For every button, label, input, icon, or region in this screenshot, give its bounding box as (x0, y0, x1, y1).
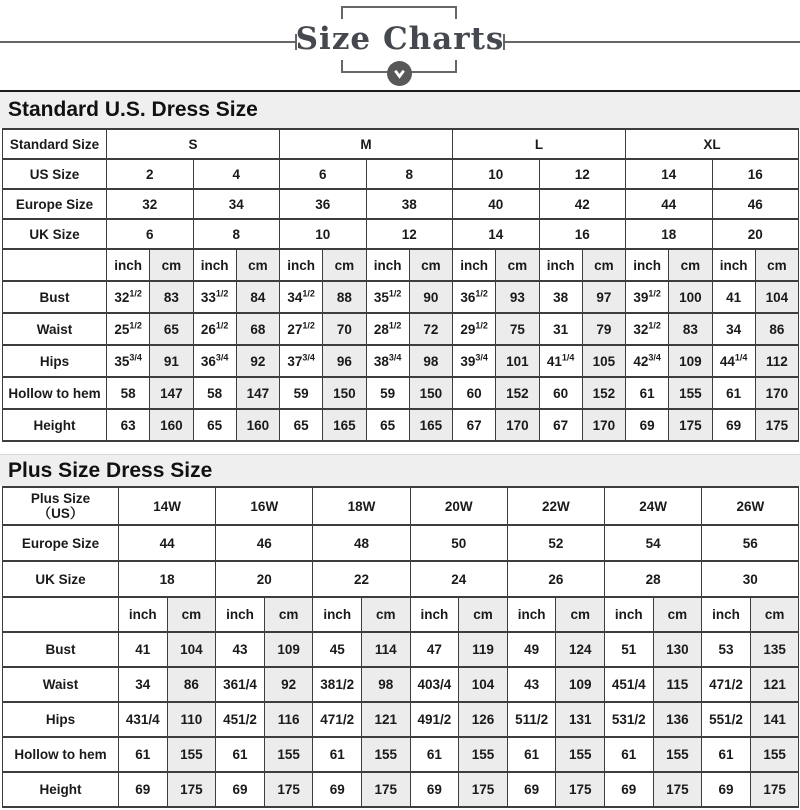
measure-row-hollow-to-hem (3, 737, 799, 772)
value-cell: 150 (323, 377, 366, 409)
value-cell: 61 (626, 377, 669, 409)
value-cell: 51 (605, 632, 654, 667)
unit-cell: cm (409, 249, 452, 281)
row-label: Europe Size (3, 189, 107, 219)
masthead (0, 0, 800, 90)
row-label: Waist (3, 667, 119, 702)
value-cell: 175 (362, 772, 411, 807)
section-title-standard: Standard U.S. Dress Size (0, 90, 800, 128)
value-cell: 69 (410, 772, 459, 807)
row-label: Standard Size (3, 129, 107, 159)
value-cell: $32^{1/2}$ (626, 313, 669, 345)
unit-cell: cm (582, 249, 625, 281)
row-label: Hollow to hem (3, 737, 119, 772)
value-cell: 451/4 (605, 667, 654, 702)
value-cell: $38^{3/4}$ (366, 345, 409, 377)
value-cell: 60 (539, 377, 582, 409)
value-cell: 61 (702, 737, 751, 772)
value-cell: 136 (653, 702, 702, 737)
value-cell: 126 (459, 702, 508, 737)
size-group-cell: 20W (410, 487, 507, 525)
decor-bracket-top (341, 6, 457, 19)
value-cell: 38 (539, 281, 582, 313)
value-cell: 63 (107, 409, 150, 441)
size-cell: 56 (702, 525, 799, 561)
unit-cell: inch (626, 249, 669, 281)
size-group-cell: 16W (216, 487, 313, 525)
value-cell: 58 (193, 377, 236, 409)
value-cell: 65 (150, 313, 193, 345)
value-cell: 58 (107, 377, 150, 409)
unit-cell: cm (167, 597, 216, 632)
unit-cell: cm (264, 597, 313, 632)
value-cell: 152 (582, 377, 625, 409)
size-cell: 12 (366, 219, 453, 249)
size-group-row (3, 487, 799, 525)
value-cell: 59 (280, 377, 323, 409)
measure-row-hollow-to-hem (3, 377, 799, 409)
size-cell: 20 (712, 219, 799, 249)
value-cell: 155 (669, 377, 712, 409)
value-cell: 130 (653, 632, 702, 667)
value-cell: 119 (459, 632, 508, 667)
value-cell: $37^{3/4}$ (280, 345, 323, 377)
size-row-us-size (3, 159, 799, 189)
value-cell: 175 (755, 409, 798, 441)
size-cell: 38 (366, 189, 453, 219)
value-cell: 83 (669, 313, 712, 345)
row-label: UK Size (3, 561, 119, 597)
row-label: Height (3, 409, 107, 441)
value-cell: 72 (409, 313, 452, 345)
unit-row (3, 597, 799, 632)
measure-row-height (3, 772, 799, 807)
size-cell: 8 (366, 159, 453, 189)
value-cell: 92 (264, 667, 313, 702)
size-cell: 46 (712, 189, 799, 219)
unit-row (3, 249, 799, 281)
value-cell: 86 (167, 667, 216, 702)
value-cell: 431/4 (119, 702, 168, 737)
value-cell: 65 (280, 409, 323, 441)
value-cell: 110 (167, 702, 216, 737)
row-label-empty (3, 249, 107, 281)
unit-cell: cm (750, 597, 799, 632)
row-label: Plus Size （US） (3, 487, 119, 525)
size-cell: 46 (216, 525, 313, 561)
size-cell: 16 (712, 159, 799, 189)
value-cell: 91 (150, 345, 193, 377)
value-cell: $25^{1/2}$ (107, 313, 150, 345)
unit-cell: cm (236, 249, 279, 281)
value-cell: 84 (236, 281, 279, 313)
value-cell: 101 (496, 345, 539, 377)
measure-row-hips (3, 702, 799, 737)
value-cell: 112 (755, 345, 798, 377)
value-cell: 69 (626, 409, 669, 441)
value-cell: 98 (409, 345, 452, 377)
value-cell: 175 (750, 772, 799, 807)
size-cell: 36 (280, 189, 367, 219)
size-cell: 22 (313, 561, 410, 597)
measure-row-waist (3, 667, 799, 702)
value-cell: 109 (669, 345, 712, 377)
row-label: Waist (3, 313, 107, 345)
value-cell: $34^{1/2}$ (280, 281, 323, 313)
unit-cell: inch (193, 249, 236, 281)
value-cell: 60 (453, 377, 496, 409)
value-cell: 155 (750, 737, 799, 772)
unit-cell: cm (459, 597, 508, 632)
size-cell: 12 (539, 159, 626, 189)
value-cell: 96 (323, 345, 366, 377)
value-cell: 61 (712, 377, 755, 409)
size-group-row (3, 129, 799, 159)
size-cell: 10 (280, 219, 367, 249)
value-cell: 31 (539, 313, 582, 345)
size-group-cell: XL (626, 129, 799, 159)
value-cell: 69 (216, 772, 265, 807)
unit-cell: inch (107, 249, 150, 281)
value-cell: 65 (366, 409, 409, 441)
unit-cell: cm (653, 597, 702, 632)
size-group-cell: L (453, 129, 626, 159)
unit-cell: cm (323, 249, 366, 281)
value-cell: 116 (264, 702, 313, 737)
size-cell: 34 (193, 189, 280, 219)
size-cell: 44 (626, 189, 713, 219)
value-cell: 131 (556, 702, 605, 737)
unit-cell: inch (313, 597, 362, 632)
size-cell: 16 (539, 219, 626, 249)
size-cell: 30 (702, 561, 799, 597)
value-cell: 68 (236, 313, 279, 345)
measure-row-waist (3, 313, 799, 345)
value-cell: 92 (236, 345, 279, 377)
size-cell: 40 (453, 189, 540, 219)
value-cell: 83 (150, 281, 193, 313)
size-cell: 52 (507, 525, 604, 561)
unit-cell: inch (119, 597, 168, 632)
value-cell: 511/2 (507, 702, 556, 737)
row-label: Hips (3, 345, 107, 377)
value-cell: 69 (119, 772, 168, 807)
size-cell: 32 (107, 189, 194, 219)
value-cell: 45 (313, 632, 362, 667)
value-cell: 451/2 (216, 702, 265, 737)
size-cell: 14 (453, 219, 540, 249)
unit-cell: inch (366, 249, 409, 281)
unit-cell: cm (362, 597, 411, 632)
value-cell: 67 (539, 409, 582, 441)
value-cell: 88 (323, 281, 366, 313)
value-cell: 491/2 (410, 702, 459, 737)
value-cell: $36^{1/2}$ (453, 281, 496, 313)
size-group-cell: 14W (119, 487, 216, 525)
value-cell: 155 (459, 737, 508, 772)
value-cell: 114 (362, 632, 411, 667)
value-cell: $36^{3/4}$ (193, 345, 236, 377)
value-cell: 43 (216, 632, 265, 667)
unit-cell: inch (453, 249, 496, 281)
size-cell: 8 (193, 219, 280, 249)
value-cell: 531/2 (605, 702, 654, 737)
chevron-down-icon (387, 61, 412, 86)
value-cell: 170 (755, 377, 798, 409)
unit-cell: cm (150, 249, 193, 281)
unit-cell: cm (496, 249, 539, 281)
standard-size-table (2, 128, 799, 442)
size-cell: 2 (107, 159, 194, 189)
value-cell: 49 (507, 632, 556, 667)
size-cell: 20 (216, 561, 313, 597)
value-cell: 165 (323, 409, 366, 441)
value-cell: 70 (323, 313, 366, 345)
value-cell: 61 (507, 737, 556, 772)
value-cell: 155 (264, 737, 313, 772)
row-label: US Size (3, 159, 107, 189)
value-cell: 160 (236, 409, 279, 441)
value-cell: 41 (712, 281, 755, 313)
value-cell: 165 (409, 409, 452, 441)
value-cell: $35^{1/2}$ (366, 281, 409, 313)
value-cell: 69 (712, 409, 755, 441)
size-cell: 44 (119, 525, 216, 561)
value-cell: 121 (362, 702, 411, 737)
unit-cell: inch (712, 249, 755, 281)
value-cell: 69 (702, 772, 751, 807)
measure-row-bust (3, 281, 799, 313)
value-cell: 104 (755, 281, 798, 313)
value-cell: $27^{1/2}$ (280, 313, 323, 345)
unit-cell: inch (507, 597, 556, 632)
value-cell: 41 (119, 632, 168, 667)
size-row-europe-size (3, 525, 799, 561)
value-cell: 471/2 (313, 702, 362, 737)
unit-cell: inch (539, 249, 582, 281)
unit-cell: inch (280, 249, 323, 281)
size-row-europe-size (3, 189, 799, 219)
value-cell: 175 (167, 772, 216, 807)
value-cell: 135 (750, 632, 799, 667)
size-cell: 18 (626, 219, 713, 249)
value-cell: 152 (496, 377, 539, 409)
row-label: Hollow to hem (3, 377, 107, 409)
size-cell: 10 (453, 159, 540, 189)
value-cell: 170 (496, 409, 539, 441)
row-label: Bust (3, 632, 119, 667)
value-cell: 65 (193, 409, 236, 441)
row-label: Europe Size (3, 525, 119, 561)
value-cell: 381/2 (313, 667, 362, 702)
plus-size-table (2, 486, 799, 808)
value-cell: 175 (556, 772, 605, 807)
size-cell: 6 (107, 219, 194, 249)
value-cell: 150 (409, 377, 452, 409)
value-cell: 47 (410, 632, 459, 667)
value-cell: 155 (556, 737, 605, 772)
value-cell: 61 (119, 737, 168, 772)
value-cell: 67 (453, 409, 496, 441)
value-cell: 61 (410, 737, 459, 772)
size-group-cell: 26W (702, 487, 799, 525)
page-title: Size Charts (295, 21, 505, 57)
value-cell: $33^{1/2}$ (193, 281, 236, 313)
value-cell: $39^{1/2}$ (626, 281, 669, 313)
value-cell: 109 (264, 632, 313, 667)
value-cell: 124 (556, 632, 605, 667)
value-cell: 69 (605, 772, 654, 807)
value-cell: 100 (669, 281, 712, 313)
size-group-cell: S (107, 129, 280, 159)
unit-cell: inch (702, 597, 751, 632)
unit-cell: inch (216, 597, 265, 632)
row-label: Hips (3, 702, 119, 737)
value-cell: 155 (167, 737, 216, 772)
size-cell: 24 (410, 561, 507, 597)
size-cell: 50 (410, 525, 507, 561)
value-cell: 147 (150, 377, 193, 409)
measure-row-height (3, 409, 799, 441)
value-cell: $32^{1/2}$ (107, 281, 150, 313)
measure-row-hips (3, 345, 799, 377)
size-group-cell: M (280, 129, 453, 159)
value-cell: 61 (216, 737, 265, 772)
section-title-plus: Plus Size Dress Size (0, 454, 800, 486)
value-cell: 115 (653, 667, 702, 702)
size-cell: 28 (605, 561, 702, 597)
value-cell: 98 (362, 667, 411, 702)
value-cell: 175 (653, 772, 702, 807)
size-cell: 18 (119, 561, 216, 597)
size-cell: 14 (626, 159, 713, 189)
value-cell: 155 (653, 737, 702, 772)
value-cell: 175 (669, 409, 712, 441)
value-cell: 160 (150, 409, 193, 441)
value-cell: $29^{1/2}$ (453, 313, 496, 345)
size-group-cell: 24W (605, 487, 702, 525)
value-cell: 109 (556, 667, 605, 702)
value-cell: $44^{1/4}$ (712, 345, 755, 377)
unit-cell: cm (669, 249, 712, 281)
value-cell: 69 (313, 772, 362, 807)
value-cell: 141 (750, 702, 799, 737)
value-cell: 97 (582, 281, 625, 313)
value-cell: 61 (605, 737, 654, 772)
size-row-uk-size (3, 561, 799, 597)
row-label: UK Size (3, 219, 107, 249)
size-cell: 26 (507, 561, 604, 597)
value-cell: 69 (507, 772, 556, 807)
value-cell: 147 (236, 377, 279, 409)
size-group-cell: 22W (507, 487, 604, 525)
value-cell: 93 (496, 281, 539, 313)
size-cell: 54 (605, 525, 702, 561)
unit-cell: cm (755, 249, 798, 281)
value-cell: $42^{3/4}$ (626, 345, 669, 377)
value-cell: 43 (507, 667, 556, 702)
value-cell: 403/4 (410, 667, 459, 702)
value-cell: 90 (409, 281, 452, 313)
unit-cell: inch (410, 597, 459, 632)
value-cell: $26^{1/2}$ (193, 313, 236, 345)
value-cell: 104 (167, 632, 216, 667)
size-cell: 48 (313, 525, 410, 561)
value-cell: 121 (750, 667, 799, 702)
value-cell: 61 (313, 737, 362, 772)
value-cell: 75 (496, 313, 539, 345)
value-cell: 34 (119, 667, 168, 702)
value-cell: 59 (366, 377, 409, 409)
value-cell: $39^{3/4}$ (453, 345, 496, 377)
value-cell: 175 (264, 772, 313, 807)
value-cell: $28^{1/2}$ (366, 313, 409, 345)
value-cell: 170 (582, 409, 625, 441)
size-cell: 6 (280, 159, 367, 189)
size-group-cell: 18W (313, 487, 410, 525)
value-cell: 79 (582, 313, 625, 345)
size-cell: 42 (539, 189, 626, 219)
row-label: Height (3, 772, 119, 807)
value-cell: 551/2 (702, 702, 751, 737)
unit-cell: cm (556, 597, 605, 632)
value-cell: 104 (459, 667, 508, 702)
value-cell: $35^{3/4}$ (107, 345, 150, 377)
row-label-empty (3, 597, 119, 632)
value-cell: 53 (702, 632, 751, 667)
value-cell: 175 (459, 772, 508, 807)
value-cell: 86 (755, 313, 798, 345)
size-row-uk-size (3, 219, 799, 249)
value-cell: 34 (712, 313, 755, 345)
unit-cell: inch (605, 597, 654, 632)
measure-row-bust (3, 632, 799, 667)
value-cell: $41^{1/4}$ (539, 345, 582, 377)
value-cell: 361/4 (216, 667, 265, 702)
value-cell: 155 (362, 737, 411, 772)
value-cell: 105 (582, 345, 625, 377)
value-cell: 471/2 (702, 667, 751, 702)
row-label: Bust (3, 281, 107, 313)
size-cell: 4 (193, 159, 280, 189)
